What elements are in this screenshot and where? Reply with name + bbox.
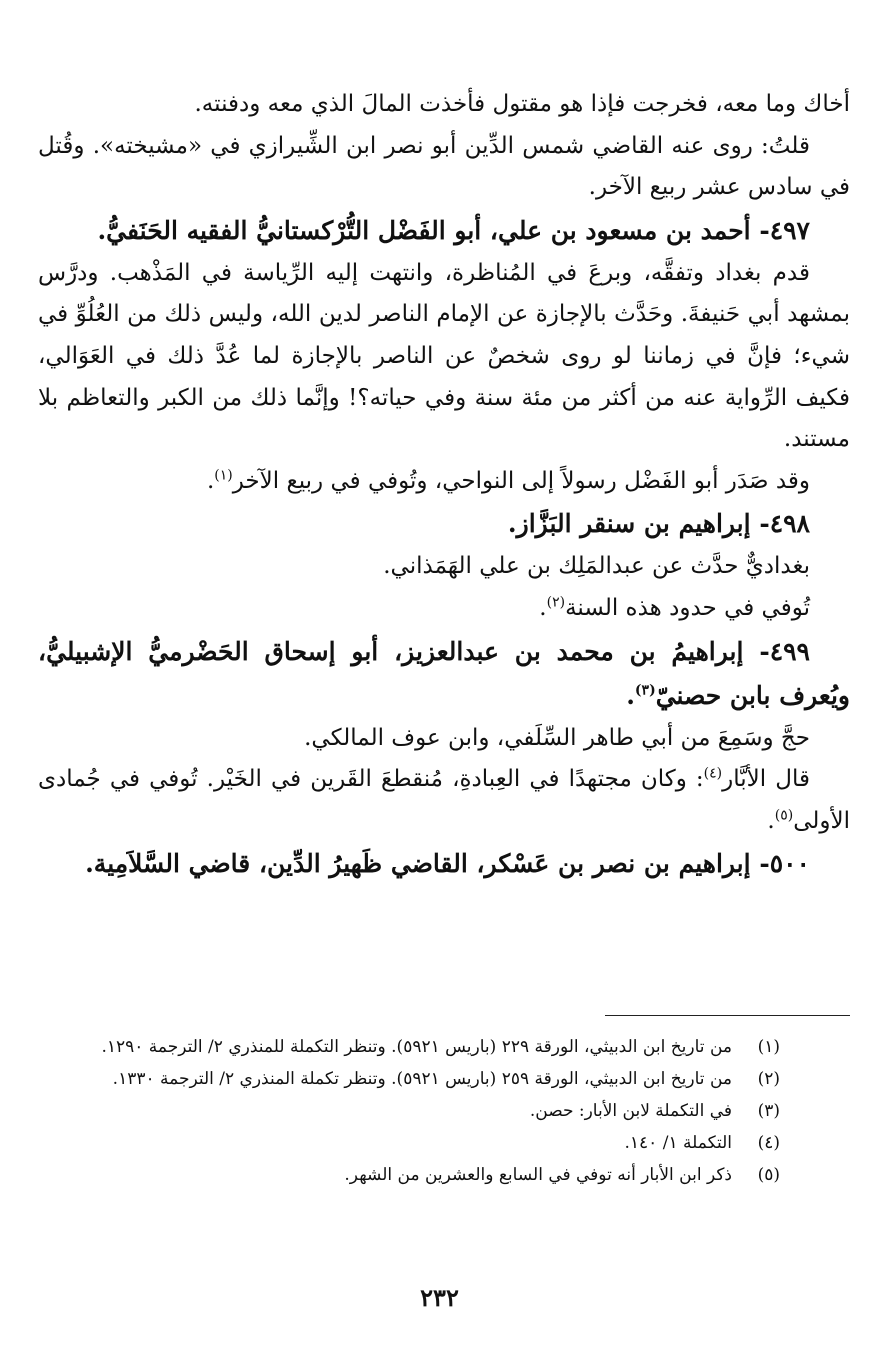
paragraph: أخاك وما معه، فخرجت فإذا هو مقتول فأخذت المالَ الذي معه ودفنته. — [194, 91, 850, 117]
footnote — [38, 1064, 780, 1094]
paragraph-text: : وكان مجتهدًا في العِبادةِ، مُنقطعَ القَرين في الخَيْر. تُوفي في جُمادى الأولى — [38, 766, 850, 834]
paragraph: بغداديٌّ حدَّث عن عبدالمَلِك بن علي الهَمَذاني. — [383, 553, 810, 580]
paragraph-text: وقد صَدَر أبو الفَضْل رسولاً إلى النواحي، وتُوفي في ربيع الآخر — [232, 467, 810, 494]
paragraph-text: تُوفي في حدود هذه السنة — [565, 594, 810, 621]
entry-heading-497 — [38, 209, 850, 253]
footnote — [38, 1096, 780, 1126]
entry-number: ٥٠٠- — [759, 849, 810, 879]
footnote-text: في التكملة لابن الأبار: حصن. — [529, 1101, 732, 1121]
entry-number: ٤٩٧- — [759, 215, 810, 245]
footnote — [38, 1160, 780, 1190]
footnotes — [38, 1032, 780, 1192]
page-number: ٢٣٢ — [420, 1283, 459, 1312]
entry-number: ٤٩٩- — [759, 636, 810, 666]
entry-heading-499: ٤٩٩- إبراهيمُ بن محمد بن عبدالعزيز، أبو إسحاق الحَضْرميُّ الإشبيليُّ، ويُعرف بابن حصنيّ$^{(٣)}$. — [38, 636, 850, 710]
paragraph-text: قال الأبَّار — [722, 766, 810, 793]
footnote-text: ذكر ابن الأبار أنه توفي في السابع والعشرين من الشهر. — [344, 1165, 732, 1185]
paragraph: قال الأبَّار$^{(٤)}$: وكان مجتهدًا في العِبادةِ، مُنقطعَ القَرين في الخَيْر. تُوفي في جُمادى الأولى$^{(٥)}$. — [38, 765, 850, 834]
entry-title: أحمد بن مسعود بن علي، أبو الفَضْل التُّرْكستانيُّ الفقيه الحَنَفيُّ. — [97, 215, 751, 245]
paragraph: تُوفي في حدود هذه السنة$^{(٢)}$. — [539, 594, 810, 621]
footnote-text: التكملة ١/ ١٤٠. — [624, 1133, 732, 1153]
entry-heading-498 — [38, 502, 850, 546]
paragraph: قدم بغداد وتفقَّه، وبرعَ في المُناظرة، وانتهت إليه الرِّياسة في المَذْهب. ودرَّس بمشهد أبي حَنيفةَ. وحَدَّث بالإجازة عن الإمام الناصر لدين الله، وليس ذلك من العُلُوِّ في شيء؛ فإنَّ في زماننا لو روى شخصٌ عن الناصر بالإجازة لما عُدَّ ذلك في العَوَالي، فكيف الرِّواية عنه من أكثر من مئة سنة وفي حياته؟! وإنَّما ذلك من الكبر والتعاظم بلا مستند. — [38, 259, 850, 453]
footnote-separator — [605, 1015, 850, 1016]
entry-heading-500 — [38, 842, 850, 886]
entry-title: إبراهيمُ بن محمد بن عبدالعزيز، أبو إسحاق الحَضْرميُّ الإشبيليُّ، ويُعرف بابن حصنيّ — [38, 636, 850, 710]
footnote — [38, 1032, 780, 1062]
footnote-number: (٤) — [757, 1133, 780, 1153]
entry-title: إبراهيم بن نصر بن عَسْكر، القاضي ظَهيرُ الدِّين، قاضي السَّلاَمِية. — [85, 849, 751, 879]
footnote-number: (١) — [757, 1037, 780, 1057]
footnote-number: (٣) — [757, 1101, 780, 1121]
entry-number: ٤٩٨- — [759, 509, 810, 539]
footnote-text: من تاريخ ابن الدبيثي، الورقة ٢٥٩ (باريس ٥٩٢١). وتنظر تكملة المنذري ٢/ الترجمة ١٣٣٠. — [112, 1069, 732, 1089]
paragraph: وقد صَدَر أبو الفَضْل رسولاً إلى النواحي، وتُوفي في ربيع الآخر$^{(١)}$. — [206, 467, 810, 494]
footnote-number: (٢) — [757, 1069, 780, 1089]
footnote-ref[interactable]: (٣) — [634, 682, 656, 699]
footnote-number: (٥) — [757, 1165, 780, 1185]
paragraph: حجَّ وسَمِعَ من أبي طاهر السِّلَفي، وابن عوف المالكي. — [304, 724, 810, 751]
footnote-ref[interactable]: (١) — [214, 467, 233, 484]
paragraph: قلتُ: روى عنه القاضي شمس الدِّين أبو نصر ابن الشِّيرازي في «مشيخته». وقُتل في سادس عشر ربيع الآخر. — [38, 132, 850, 201]
footnote-ref[interactable]: (٤) — [703, 765, 723, 782]
footnote-ref[interactable]: (٢) — [546, 594, 566, 611]
entry-title: إبراهيم بن سنقر البَزَّاز. — [507, 509, 751, 539]
footnote-text: من تاريخ ابن الدبيثي، الورقة ٢٢٩ (باريس ٥٩٢١). وتنظر التكملة للمنذري ٢/ الترجمة ١٢٩٠. — [101, 1037, 732, 1057]
footnote — [38, 1128, 780, 1158]
main-text — [38, 84, 850, 886]
footnote-ref[interactable]: (٥) — [774, 807, 794, 824]
